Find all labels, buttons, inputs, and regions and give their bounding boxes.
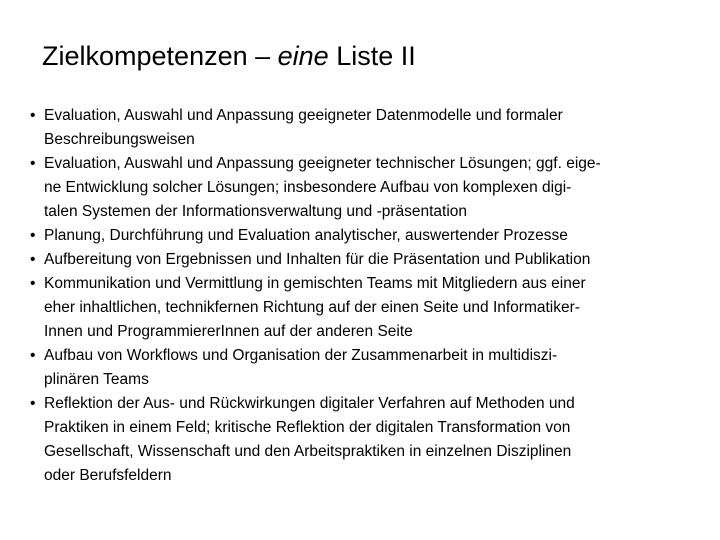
bullet-text-line: Beschreibungsweisen [44, 131, 195, 148]
bullet-item [30, 344, 706, 392]
bullet-text-line: ne Entwicklung solcher Lösungen; insbesondere Aufbau von komplexen digi- [44, 179, 572, 196]
bullet-point-icon: • [30, 395, 36, 412]
bullet-point-icon: • [30, 275, 36, 292]
bullet-text-line: Reflektion der Aus- und Rückwirkungen digitaler Verfahren auf Methoden und [44, 395, 575, 412]
bullet-text-line: Aufbereitung von Ergebnissen und Inhalten für die Präsentation und Publikation [44, 251, 591, 268]
bullet-point-icon: • [30, 227, 36, 244]
bullet-point-icon: • [30, 107, 36, 124]
slide-title-emphasis: eine [277, 41, 329, 71]
bullet-text-line: oder Berufsfeldern [44, 467, 172, 484]
bullet-text-line: Praktiken in einem Feld; kritische Reflektion der digitalen Transformation von [44, 419, 571, 436]
slide-title [42, 38, 416, 74]
bullet-text-line: Evaluation, Auswahl und Anpassung geeigneter technischer Lösungen; ggf. eige- [44, 155, 601, 172]
bullet-text-line: Kommunikation und Vermittlung in gemischten Teams mit Mitgliedern aus einer [44, 275, 586, 292]
bullet-point-icon: • [30, 251, 36, 268]
bullet-text-line: eher inhaltlichen, technikfernen Richtung auf der einen Seite und Informatiker- [44, 299, 580, 316]
bullet-text-line: Planung, Durchführung und Evaluation analytischer, auswertender Prozesse [44, 227, 568, 244]
bullet-item [30, 152, 706, 224]
bullet-item [30, 272, 706, 344]
bullet-item [30, 224, 706, 248]
bullet-item [30, 392, 706, 488]
bullet-text-line: Evaluation, Auswahl und Anpassung geeigneter Datenmodelle und formaler [44, 107, 563, 124]
bullet-text-line: plinären Teams [44, 371, 149, 388]
bullet-text-line: Aufbau von Workflows und Organisation der Zusammenarbeit in multidiszi- [44, 347, 558, 364]
bullet-text-line: talen Systemen der Informationsverwaltung und -präsentation [44, 203, 468, 220]
bullet-point-icon: • [30, 347, 36, 364]
bullet-item [30, 248, 706, 272]
bullet-list [30, 104, 706, 488]
slide-title-suffix: Liste II [328, 41, 416, 71]
slide-title-prefix: Zielkompetenzen – [42, 41, 278, 71]
bullet-text-line: Innen und ProgrammiererInnen auf der anderen Seite [44, 323, 413, 340]
bullet-text-line: Gesellschaft, Wissenschaft und den Arbeitspraktiken in einzelnen Disziplinen [44, 443, 572, 460]
bullet-point-icon: • [30, 155, 36, 172]
bullet-item [30, 104, 706, 152]
